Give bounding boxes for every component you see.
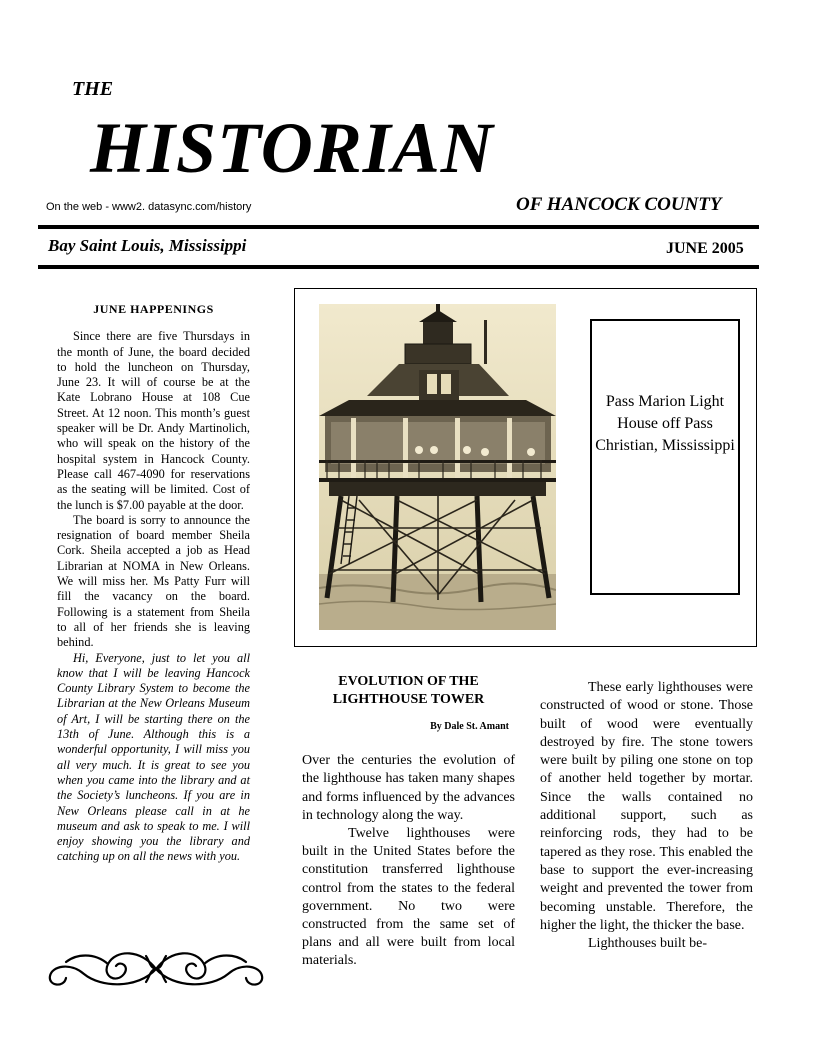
article-paragraph: These early lighthouses were constructed of wood or stone. Those built of wood were eventually destroyed by fire. The stone towers were built by piling one stone on top of another held together by mortar. Since the walls contained no additional support, such as reinforcing rods, they had to be tapered as they rose. This enabled the base to support the ever-increasing weight and prevented the tower from becoming unstable. Therefore, the higher the light, the thicker the base. <box>540 680 753 933</box>
photo-caption: Pass Marion Light House off Pass Christian, Mississippi <box>595 393 735 454</box>
happenings-paragraph: The board is sorry to announce the resignation of board member Sheila Cork. Sheila accepted a job as Head Librarian at NOMA in New Orleans. We will miss her. Ms Patty Furr will fill the vacancy on the board. Following is a statement from Sheila to all of her friends she is leaving behind. <box>57 512 250 650</box>
caption-box <box>590 319 740 595</box>
masthead-web-address: On the web - www2. datasync.com/history <box>46 201 252 213</box>
article-paragraph: Twelve lighthouses were built in the United States before the constitution transferred lighthouse control from the states to the federal government. No two were constructed from the same set of plans and all were built from local materials. <box>302 826 515 969</box>
masthead-the: THE <box>72 78 114 100</box>
masthead-county: OF HANCOCK COUNTY <box>516 194 722 215</box>
article-column-2 <box>540 679 753 953</box>
masthead-rule-top <box>38 225 759 229</box>
masthead-date: JUNE 2005 <box>666 240 744 257</box>
article-byline: By Dale St. Amant <box>430 721 509 732</box>
masthead-rule-bottom <box>38 265 759 269</box>
flourish-ornament-icon <box>46 944 266 999</box>
happenings-paragraph: Since there are five Thursdays in the month of June, the board decided to hold the luncheon on Thursday, June 23. It will of course be at the Kate Lobrano House at 108 Cue Street. At 12 noon. This month’s guest speaker will be Dr. Andy Martinolich, who will speak on the history of the hospital system in Hancock County. Please call 467-4090 for reservations as the seating will be limited. Cost of the lunch is $7.00 payable at the door. <box>57 329 250 512</box>
happenings-heading: JUNE HAPPENINGS <box>93 302 214 316</box>
masthead-title: HISTORIAN <box>90 108 494 188</box>
article-title: EVOLUTION OF THE LIGHTHOUSE TOWER <box>332 674 485 707</box>
article-column-1 <box>302 673 515 971</box>
article-paragraph: Lighthouses built be- <box>588 936 707 952</box>
lighthouse-photo <box>319 304 556 630</box>
happenings-column <box>57 302 250 865</box>
masthead-city: Bay Saint Louis, Mississippi <box>48 236 247 255</box>
happenings-letter: Hi, Everyone, just to let you all know that I will be leaving Hancock County Library System to become the Librarian at the New Orleans Museum of Art, I will be starting there on the 13th of June. Although this is a wonderful opportunity, I will miss you all very much. It is great to see you when you came into the library and at the Society’s luncheons. If you are in New Orleans please call in at he museum and ask to speak to me. I will enjoy showing you the library and catching up on all the news with you. <box>57 650 250 864</box>
lighthouse-image <box>319 304 556 630</box>
article-paragraph: Over the centuries the evolution of the lighthouse has taken many shapes and forms influenced by the advances in technology along the way. <box>302 753 515 823</box>
